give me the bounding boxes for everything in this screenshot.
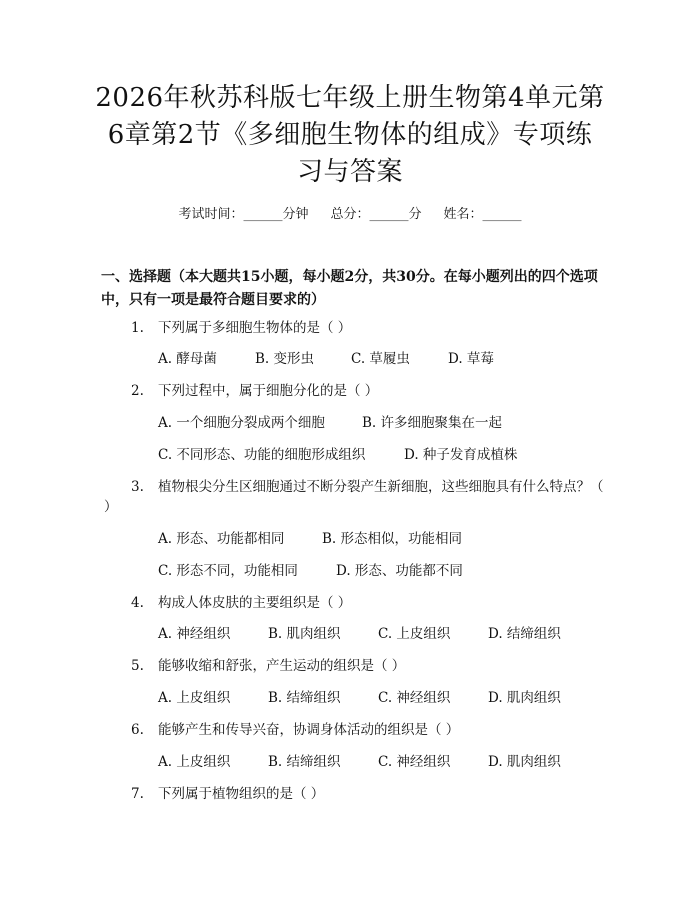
- option-a[interactable]: A. 上皮组织: [158, 690, 231, 706]
- option-d[interactable]: D. 形态、功能都不同: [336, 563, 463, 579]
- question-text: 构成人体皮肤的主要组织是（ ）: [158, 595, 352, 611]
- section-heading: 一、选择题（本大题共15小题，每小题2分，共30分。在每小题列出的四个选项中，只有一项是最符合题目要求的）: [101, 269, 598, 308]
- question-5: [131, 656, 405, 676]
- question-6: [131, 720, 459, 740]
- option-a[interactable]: A. 神经组织: [158, 626, 231, 642]
- option-c[interactable]: C. 神经组织: [378, 690, 451, 706]
- student-name: 姓名：______: [443, 207, 522, 222]
- question-text: 能够收缩和舒张，产生运动的组织是（ ）: [158, 658, 406, 674]
- option-a[interactable]: A. 形态、功能都相同: [158, 531, 285, 547]
- option-a[interactable]: A. 酵母菌: [158, 351, 217, 367]
- question-2-options-row-2: [158, 445, 517, 465]
- option-c[interactable]: C. 不同形态、功能的细胞形成组织: [158, 447, 366, 463]
- option-c[interactable]: C. 上皮组织: [378, 626, 451, 642]
- question-number: 4.: [131, 595, 144, 611]
- option-c[interactable]: C. 草履虫: [351, 351, 410, 367]
- option-d[interactable]: D. 结缔组织: [488, 626, 561, 642]
- question-3: [104, 477, 604, 517]
- option-a[interactable]: A. 一个细胞分裂成两个细胞: [158, 415, 325, 431]
- question-4-options: [158, 624, 561, 644]
- title-line-2: 6章第2节《多细胞生物体的组成》专项练: [107, 120, 593, 150]
- option-c[interactable]: C. 神经组织: [378, 754, 451, 770]
- question-1-options: [158, 349, 494, 369]
- question-text: 能够产生和传导兴奋，协调身体活动的组织是（ ）: [158, 722, 460, 738]
- document-title: [70, 80, 630, 191]
- question-1: [131, 318, 351, 338]
- question-4: [131, 593, 351, 613]
- option-b[interactable]: B. 结缔组织: [268, 690, 341, 706]
- question-7: [131, 784, 324, 804]
- option-d[interactable]: D. 种子发育成植株: [404, 447, 518, 463]
- question-number: 7.: [131, 786, 144, 802]
- question-text: 下列属于植物组织的是（ ）: [158, 786, 325, 802]
- option-a[interactable]: A. 上皮组织: [158, 754, 231, 770]
- option-b[interactable]: B. 形态相似，功能相同: [322, 531, 463, 547]
- option-d[interactable]: D. 草莓: [448, 351, 494, 367]
- question-2: [131, 381, 378, 401]
- option-b[interactable]: B. 许多细胞聚集在一起: [362, 415, 503, 431]
- exam-time: 考试时间：______分钟: [178, 207, 309, 222]
- question-number: 2.: [131, 383, 144, 399]
- option-b[interactable]: B. 肌肉组织: [268, 626, 341, 642]
- option-b[interactable]: B. 结缔组织: [268, 754, 341, 770]
- option-d[interactable]: D. 肌肉组织: [488, 754, 561, 770]
- question-number: 6.: [131, 722, 144, 738]
- option-b[interactable]: B. 变形虫: [255, 351, 315, 367]
- question-text: 下列过程中，属于细胞分化的是（ ）: [158, 383, 379, 399]
- question-number: 5.: [131, 658, 144, 674]
- exam-score: 总分：______分: [330, 207, 422, 222]
- question-number: 3.: [131, 479, 144, 495]
- question-3-options-row-2: [158, 561, 463, 581]
- title-line-1: 2026年秋苏科版七年级上册生物第4单元第: [95, 83, 605, 113]
- question-text: 下列属于多细胞生物体的是（ ）: [158, 320, 352, 336]
- question-3-options-row-1: [158, 529, 462, 549]
- title-line-3: 习与答案: [296, 157, 403, 187]
- option-c[interactable]: C. 形态不同，功能相同: [158, 563, 298, 579]
- question-2-options-row-1: [158, 413, 502, 433]
- question-text: 植物根尖分生区细胞通过不断分裂产生新细胞，这些细胞具有什么特点？（ ）: [104, 479, 604, 515]
- exam-info: [0, 206, 700, 224]
- option-d[interactable]: D. 肌肉组织: [488, 690, 561, 706]
- question-6-options: [158, 752, 561, 772]
- question-5-options: [158, 688, 561, 708]
- question-number: 1.: [131, 320, 144, 336]
